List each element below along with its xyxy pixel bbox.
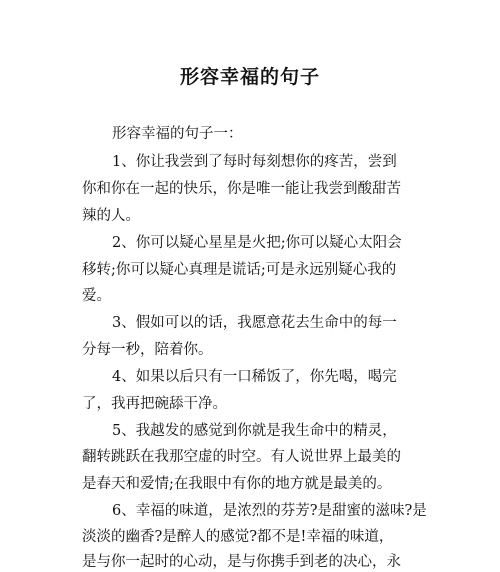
paragraph-line: 2、你可以疑心星星是火把;你可以疑心太阳会: [112, 235, 402, 251]
paragraph-line: 是春天和爱情;在我眼中有你的地方就是最美的。: [82, 476, 392, 492]
paragraph-line: 分每一秒，陪着你。: [82, 342, 213, 358]
section-heading: 形容幸福的句子一：: [112, 126, 243, 142]
paragraph-line: 1、你让我尝到了每时每刻想你的疼苦，尝到: [112, 154, 397, 170]
paragraph-line: 你和你在一起的快乐，你是唯一能让我尝到酸甜苦: [82, 181, 401, 197]
paragraph-line: 5、我越发的感觉到你就是我生命中的精灵，: [112, 423, 397, 439]
paragraph-line: 淡淡的幽香?是醉人的感觉?都不是!幸福的味道，: [82, 529, 394, 545]
paragraph-line: 是与你一起时的心动，是与你携手到老的决心，永: [82, 554, 401, 570]
paragraph-line: 辣的人。: [82, 208, 140, 224]
paragraph-line: 6、幸福的味道，是浓烈的芬芳?是甜蜜的滋味?是: [112, 503, 427, 519]
paragraph-line: 了，我再把碗舔干净。: [82, 396, 227, 412]
paragraph-line: 3、假如可以的话，我愿意花去生命中的每一: [112, 315, 397, 331]
document-title: 形容幸福的句子: [179, 66, 320, 88]
paragraph-line: 移转;你可以疑心真理是谎话;可是永远别疑心我的: [82, 262, 397, 278]
paragraph-line: 爱。: [82, 288, 111, 304]
paragraph-line: 4、如果以后只有一口稀饭了，你先喝，喝完: [112, 369, 397, 385]
paragraph-line: 翻转跳跃在我那空虚的时空。有人说世界上最美的: [82, 449, 401, 465]
